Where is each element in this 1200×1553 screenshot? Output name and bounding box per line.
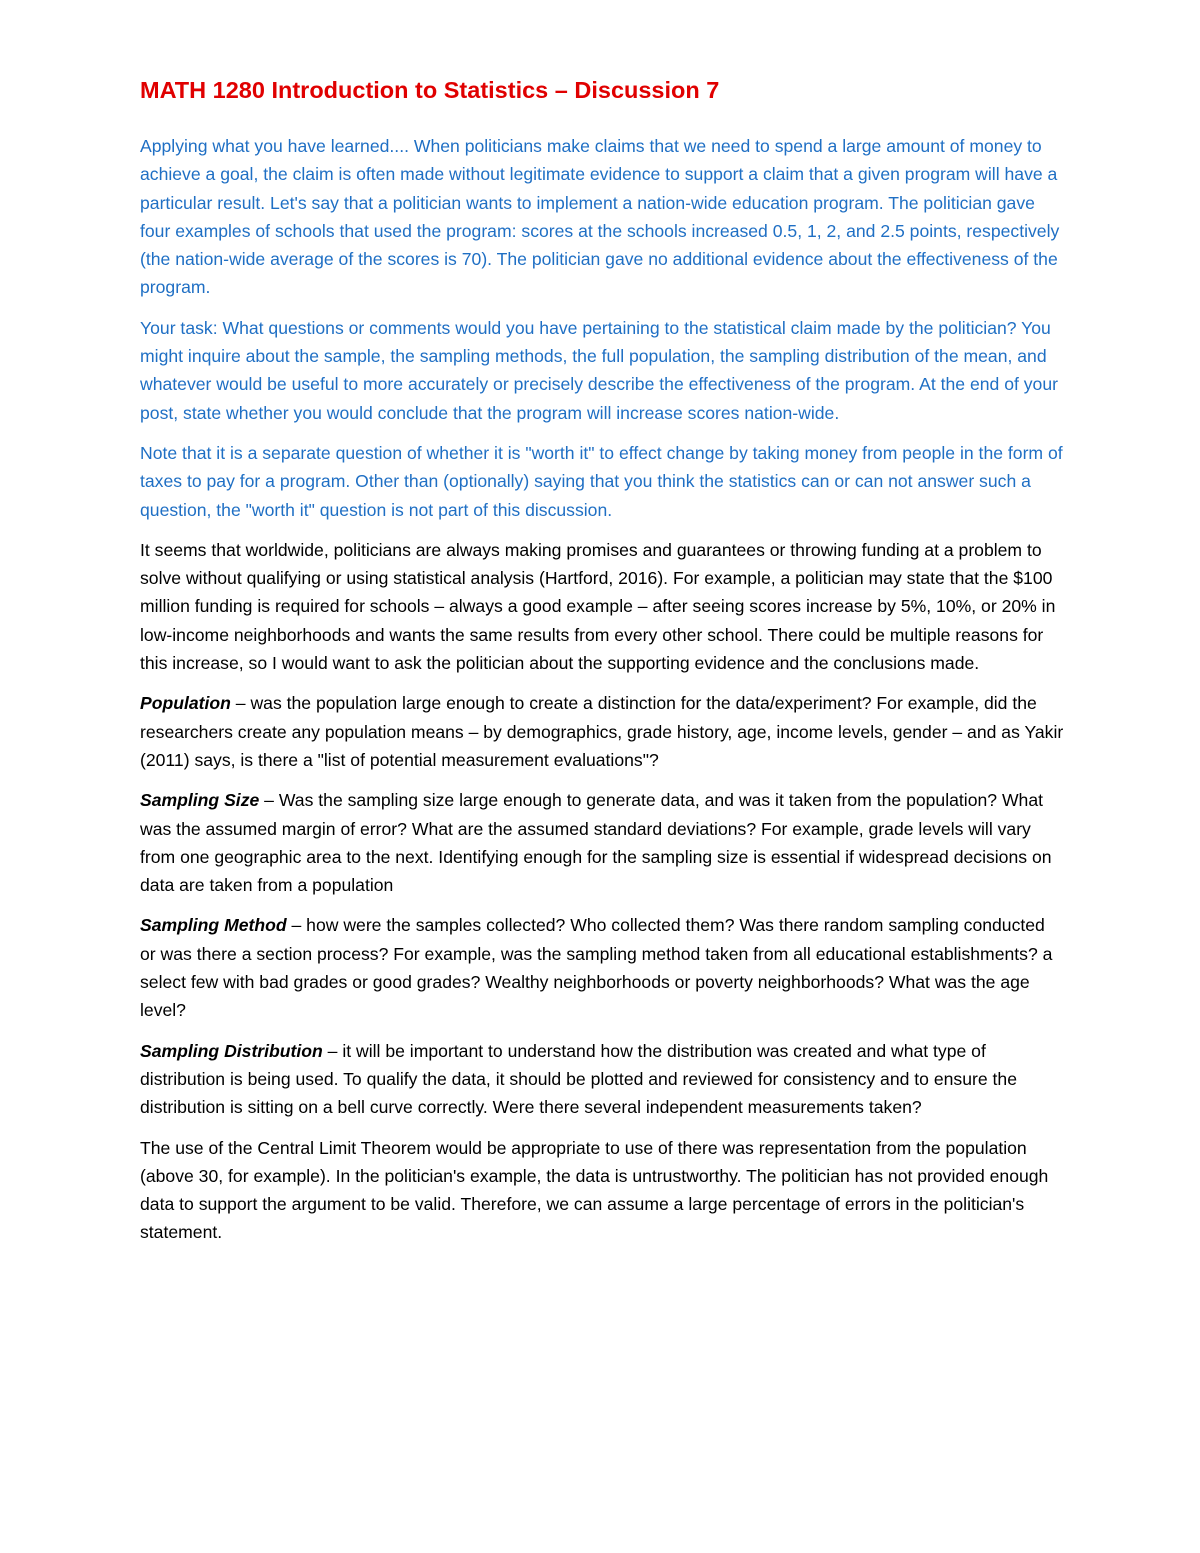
section-population	[140, 689, 1065, 774]
section-term: Sampling Distribution	[140, 1040, 323, 1061]
section-text: – how were the samples collected? Who collected them? Was there random sampling conducted or was there a section process? For example, was the sampling method taken from all educational establishments? a select few with bad grades or good grades? Wealthy neighborhoods or poverty neighborhoods? What was the age level?	[140, 915, 1053, 1021]
document-page	[140, 74, 1065, 1259]
section-term: Population	[140, 693, 231, 714]
section-term: Sampling Method	[140, 915, 287, 936]
prompt-paragraph-note: Note that it is a separate question of whether it is "worth it" to effect change by taking money from people in the form of taxes to pay for a program. Other than (optionally) saying that you think the statistics can or can not answer such a question, the "worth it" question is not part of this discussion.	[140, 442, 1063, 520]
section-sampling-method	[140, 911, 1065, 1024]
section-sampling-distribution	[140, 1037, 1065, 1122]
prompt-paragraph-applying: Applying what you have learned.... When politicians make claims that we need to spend a large amount of money to achieve a goal, the claim is often made without legitimate evidence to support a claim that a given program will have a particular result. Let's say that a politician wants to implement a nation-wide education program. The politician gave four examples of schools that used the program: scores at the schools increased 0.5, 1, 2, and 2.5 points, respectively (the nation-wide average of the scores is 70). The politician gave no additional evidence about the effectiveness of the program.	[140, 136, 1060, 298]
section-term: Sampling Size	[140, 790, 260, 811]
section-sampling-size	[140, 786, 1065, 899]
section-text: – it will be important to understand how the distribution was created and what type of distribution is being used. To qualify the data, it should be plotted and reviewed for consistency and to ensure the distribution is sitting on a bell curve correctly. Were there several independent measurements taken?	[140, 1040, 1017, 1118]
document-title: MATH 1280 Introduction to Statistics – Discussion 7	[140, 77, 720, 103]
section-text: – Was the sampling size large enough to generate data, and was it taken from the population? What was the assumed margin of error? What are the assumed standard deviations? For example, grade levels will vary from one geographic area to the next. Identifying enough for the sampling size is essential if widespread decisions on data are taken from a population	[140, 790, 1052, 896]
conclusion-paragraph: The use of the Central Limit Theorem would be appropriate to use of there was representation from the population (above 30, for example). In the politician's example, the data is untrustworthy. The politician has not provided enough data to support the argument to be valid. Therefore, we can assume a large percentage of errors in the politician's statement.	[140, 1137, 1049, 1243]
intro-paragraph: It seems that worldwide, politicians are always making promises and guarantees or throwing funding at a problem to solve without qualifying or using statistical analysis (Hartford, 2016). For example, a politician may state that the $100 million funding is required for schools – always a good example – after seeing scores increase by 5%, 10%, or 20% in low-income neighborhoods and wants the same results from every other school. There could be multiple reasons for this increase, so I would want to ask the politician about the supporting evidence and the conclusions made.	[140, 539, 1056, 674]
prompt-paragraph-task: Your task: What questions or comments would you have pertaining to the statistical claim made by the politician? You might inquire about the sample, the sampling methods, the full population, the sampling distribution of the mean, and whatever would be useful to more accurately or precisely describe the effectiveness of the program. At the end of your post, state whether you would conclude that the program will increase scores nation-wide.	[140, 317, 1058, 423]
section-text: – was the population large enough to create a distinction for the data/experiment? For example, did the researchers create any population means – by demographics, grade history, age, income levels, gender – and as Yakir (2011) says, is there a "list of potential measurement evaluations"?	[140, 693, 1064, 770]
